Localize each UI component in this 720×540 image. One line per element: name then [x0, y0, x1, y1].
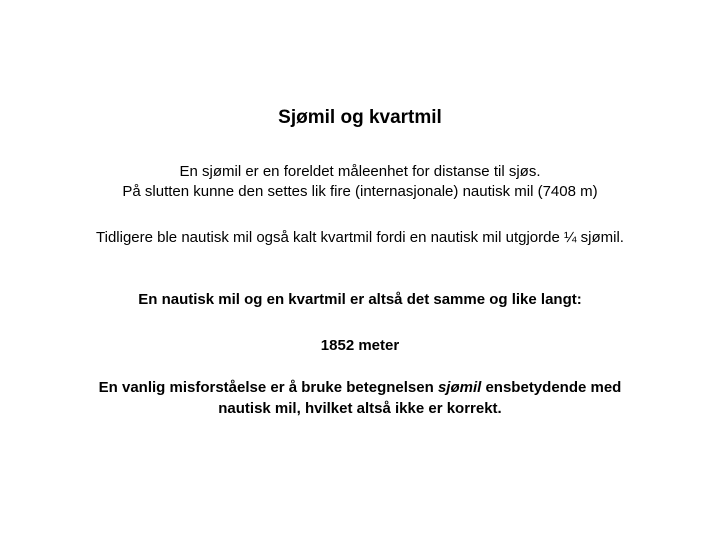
intro-line-1: En sjømil er en foreldet måleenhet for distanse til sjøs.: [179, 163, 541, 180]
misconception-line-1: [0, 378, 720, 398]
misconception-line-2: nautisk mil, hvilket altså ikke er korrekt.: [218, 400, 502, 417]
intro-line-2: På slutten kunne den settes lik fire (internasjonale) nautisk mil (7408 m): [122, 183, 598, 200]
slide-title: Sjømil og kvartmil: [278, 107, 442, 128]
misconception-line-1-after: ensbetydende med: [481, 379, 622, 396]
meters-line: 1852 meter: [320, 337, 400, 354]
misconception-line-1-before: En vanlig misforståelse er å bruke betegnelsen: [98, 379, 438, 396]
same-length-line: En nautisk mil og en kvartmil er altså det samme og like langt:: [138, 291, 582, 308]
history-line: Tidligere ble nautisk mil også kalt kvartmil fordi en nautisk mil utgjorde ¼ sjømil.: [96, 229, 624, 246]
misconception-italic-term: sjømil: [437, 379, 482, 396]
